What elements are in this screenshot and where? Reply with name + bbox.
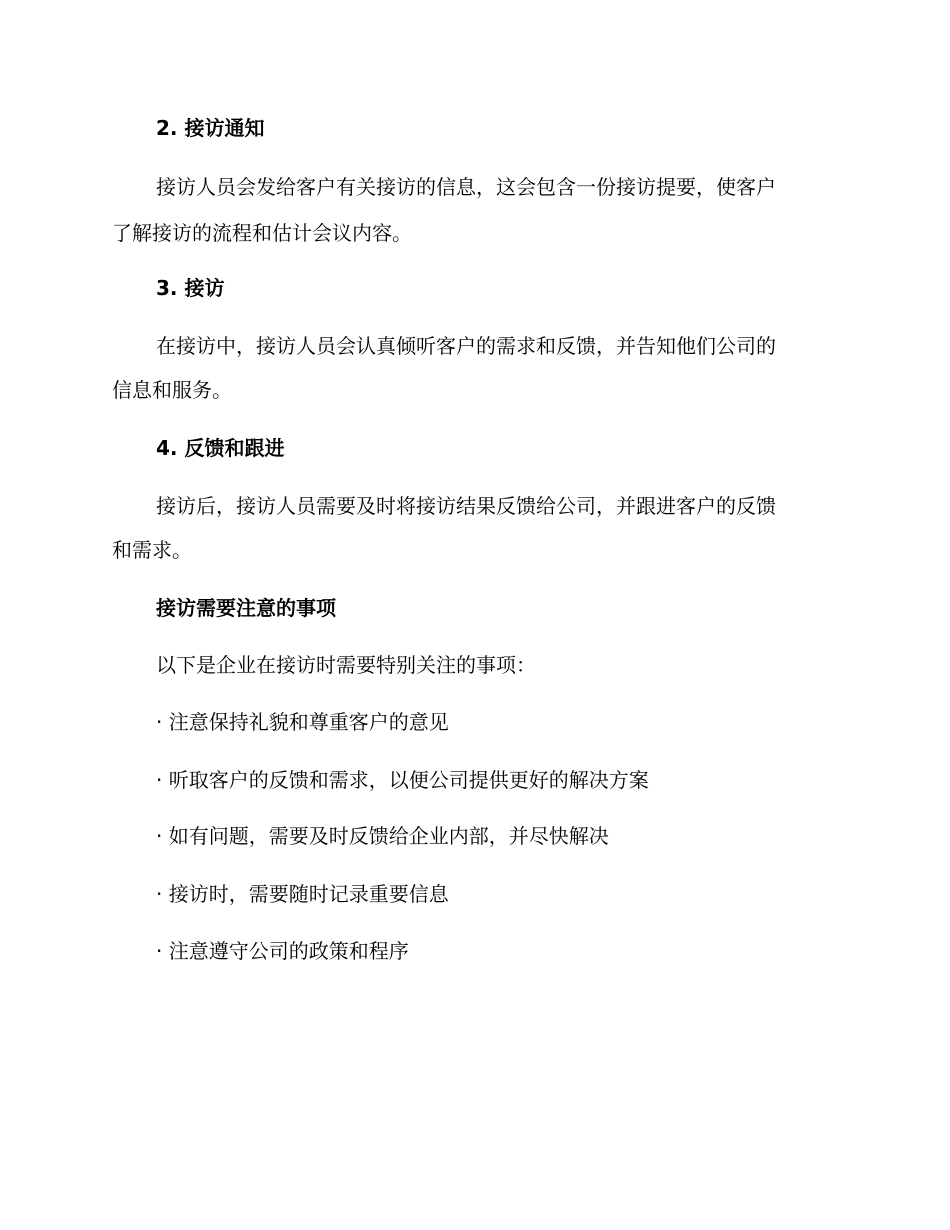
- section-paragraph-reception-line-1: 在接访中，接访人员会认真倾听客户的需求和反馈，并告知他们公司的: [156, 334, 776, 358]
- section-paragraph-notification-line-1: 接访人员会发给客户有关接访的信息，这会包含一份接访提要，使客户: [156, 175, 776, 199]
- section-paragraph-reception-line-2: 信息和服务。: [112, 378, 232, 402]
- section-heading-reception: 3. 接访: [156, 276, 225, 300]
- notes-intro: 以下是企业在接访时需要特别关注的事项：: [156, 653, 536, 677]
- section-heading-notification: 2. 接访通知: [156, 116, 265, 140]
- notes-heading: 接访需要注意的事项: [156, 596, 336, 620]
- section-paragraph-feedback-line-1: 接访后，接访人员需要及时将接访结果反馈给公司，并跟进客户的反馈: [156, 494, 776, 518]
- section-paragraph-notification-line-2: 了解接访的流程和估计会议内容。: [112, 221, 412, 245]
- section-paragraph-feedback-line-2: 和需求。: [112, 538, 192, 562]
- bullet-item: · 接访时，需要随时记录重要信息: [156, 882, 449, 906]
- section-heading-feedback: 4. 反馈和跟进: [156, 436, 285, 460]
- bullet-item: · 听取客户的反馈和需求，以便公司提供更好的解决方案: [156, 768, 649, 792]
- bullet-item: · 注意保持礼貌和尊重客户的意见: [156, 710, 449, 734]
- bullet-item: · 如有问题，需要及时反馈给企业内部，并尽快解决: [156, 824, 609, 848]
- bullet-item: · 注意遵守公司的政策和程序: [156, 939, 409, 963]
